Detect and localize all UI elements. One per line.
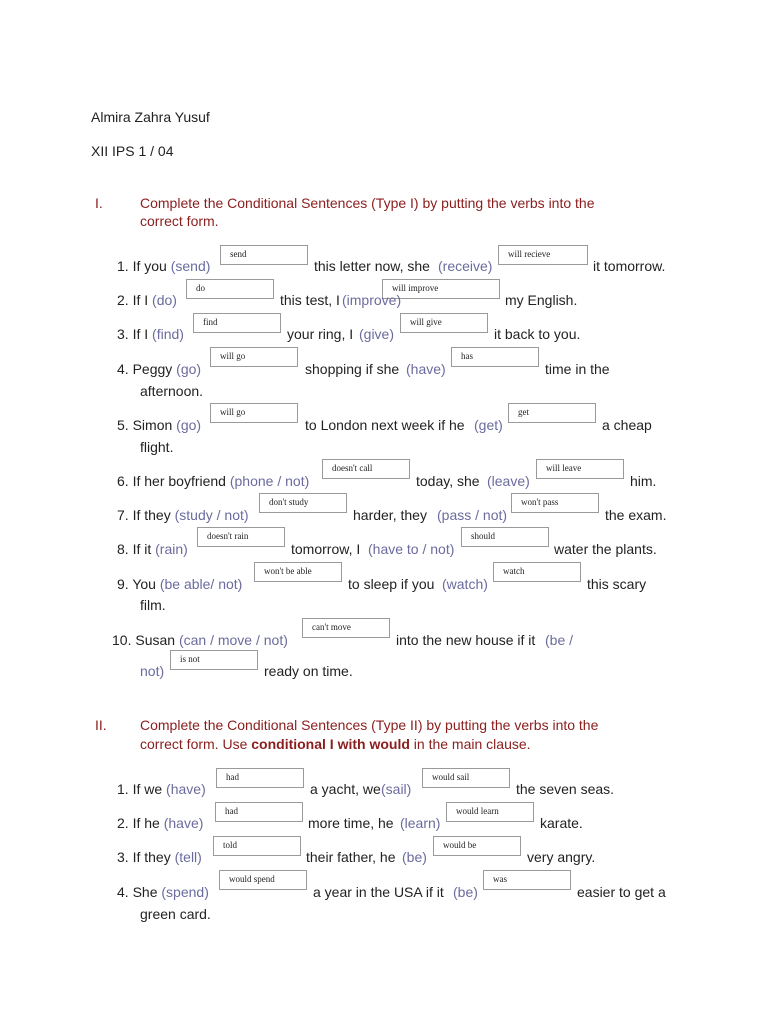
item-text: If you bbox=[132, 258, 171, 274]
item-text: my English. bbox=[505, 292, 578, 308]
item-text: You bbox=[132, 576, 160, 592]
item-text: Peggy bbox=[132, 361, 177, 377]
verb-hint: (get) bbox=[474, 417, 503, 433]
item-text: Simon bbox=[132, 417, 177, 433]
answer-field[interactable]: doesn't rain bbox=[197, 527, 285, 547]
class-info: XII IPS 1 / 04 bbox=[91, 143, 174, 159]
answer-field[interactable]: won't be able bbox=[254, 562, 342, 582]
item-number: 8. bbox=[117, 541, 129, 557]
item-text-continued: flight. bbox=[140, 439, 174, 455]
section1-instruction-line1: Complete the Conditional Sentences (Type I) by putting the verbs into the bbox=[140, 195, 595, 211]
verb-hint: (go) bbox=[176, 361, 202, 377]
answer-field[interactable]: do bbox=[186, 279, 274, 299]
verb-hint: (study / not) bbox=[174, 507, 249, 523]
exercise-item bbox=[112, 631, 288, 649]
answer-field[interactable]: will go bbox=[210, 403, 298, 423]
item-number: 7. bbox=[117, 507, 129, 523]
item-text: a yacht, we bbox=[310, 781, 381, 797]
item-number: 1. bbox=[117, 781, 129, 797]
verb-hint: (have) bbox=[166, 781, 206, 797]
item-text: If her boyfriend bbox=[132, 473, 230, 489]
answer-field[interactable]: had bbox=[215, 802, 303, 822]
answer-field[interactable]: is not bbox=[170, 650, 258, 670]
answer-field[interactable]: can't move bbox=[302, 618, 390, 638]
item-text: more time, he bbox=[308, 815, 394, 831]
item-text: If they bbox=[132, 849, 175, 865]
item-text: their father, he bbox=[306, 849, 396, 865]
answer-field[interactable]: won't pass bbox=[511, 493, 599, 513]
item-text: to sleep if you bbox=[348, 576, 435, 592]
item-text: If we bbox=[132, 781, 167, 797]
item-text: very angry. bbox=[527, 849, 596, 865]
exercise-item bbox=[117, 472, 309, 490]
exercise-item bbox=[117, 814, 203, 832]
verb-hint: (phone / not) bbox=[229, 473, 310, 489]
item-text: this test, I bbox=[280, 292, 340, 308]
item-text: harder, they bbox=[353, 507, 427, 523]
section2-instruction-line1: Complete the Conditional Sentences (Type II) by putting the verbs into the bbox=[140, 717, 599, 733]
item-text: If it bbox=[132, 541, 156, 557]
verb-hint: (have) bbox=[406, 361, 446, 377]
verb-hint: (be) bbox=[402, 849, 427, 865]
exercise-item bbox=[117, 883, 209, 901]
item-text: your ring, I bbox=[287, 326, 354, 342]
verb-hint: (be able/ not) bbox=[159, 576, 243, 592]
verb-hint: (spend) bbox=[161, 884, 209, 900]
item-text: a cheap bbox=[602, 417, 652, 433]
item-text: shopping if she bbox=[305, 361, 400, 377]
answer-field[interactable]: would learn bbox=[446, 802, 534, 822]
exercise-item bbox=[117, 416, 201, 434]
item-text: today, she bbox=[416, 473, 480, 489]
item-text: If I bbox=[132, 326, 153, 342]
item-text: time in the bbox=[545, 361, 610, 377]
answer-field[interactable]: will leave bbox=[536, 459, 624, 479]
exercise-item bbox=[117, 540, 188, 558]
answer-field[interactable]: told bbox=[213, 836, 301, 856]
answer-field[interactable]: has bbox=[451, 347, 539, 367]
item-number: 10. bbox=[112, 632, 132, 648]
verb-hint: (learn) bbox=[400, 815, 441, 831]
item-text: If I bbox=[132, 292, 153, 308]
section2-numeral: II. bbox=[95, 717, 107, 733]
verb-hint: (leave) bbox=[487, 473, 530, 489]
item-number: 3. bbox=[117, 326, 129, 342]
item-text: tomorrow, I bbox=[291, 541, 361, 557]
item-text: water the plants. bbox=[554, 541, 657, 557]
verb-hint: (pass / not) bbox=[437, 507, 508, 523]
answer-field[interactable]: get bbox=[508, 403, 596, 423]
answer-field[interactable]: would spend bbox=[219, 870, 307, 890]
section2-instruction-line2 bbox=[140, 735, 531, 753]
item-text-continued: afternoon. bbox=[140, 383, 204, 399]
verb-hint: (have) bbox=[163, 815, 204, 831]
exercise-item bbox=[117, 780, 206, 798]
exercise-item bbox=[117, 257, 210, 275]
answer-field[interactable]: find bbox=[193, 313, 281, 333]
verb-hint: (tell) bbox=[174, 849, 202, 865]
item-text-continued: green card. bbox=[140, 906, 211, 922]
section1-instruction-line2: correct form. bbox=[140, 213, 219, 229]
verb-hint-continued: not) bbox=[140, 663, 165, 679]
answer-field[interactable]: will recieve bbox=[498, 245, 588, 265]
exercise-item bbox=[117, 291, 177, 309]
exercise-item bbox=[117, 325, 184, 343]
item-text: it tomorrow. bbox=[593, 258, 666, 274]
exercise-item bbox=[117, 506, 249, 524]
instruction-emphasis: conditional I with would bbox=[251, 736, 410, 752]
answer-field[interactable]: should bbox=[461, 527, 549, 547]
verb-hint: (give) bbox=[359, 326, 395, 342]
item-text: If they bbox=[132, 507, 175, 523]
answer-field[interactable]: will improve bbox=[382, 279, 500, 299]
answer-field[interactable]: would sail bbox=[422, 768, 510, 788]
instruction-text: in the main clause. bbox=[409, 736, 531, 752]
item-number: 3. bbox=[117, 849, 129, 865]
item-number: 5. bbox=[117, 417, 129, 433]
exercise-item bbox=[117, 360, 201, 378]
verb-hint: (go) bbox=[176, 417, 202, 433]
answer-field[interactable]: will go bbox=[210, 347, 298, 367]
item-number: 4. bbox=[117, 884, 129, 900]
item-number: 4. bbox=[117, 361, 129, 377]
answer-field[interactable]: would be bbox=[433, 836, 521, 856]
answer-field[interactable]: was bbox=[483, 870, 571, 890]
item-text: a year in the USA if it bbox=[313, 884, 444, 900]
item-text: to London next week if he bbox=[305, 417, 465, 433]
verb-hint: (sail) bbox=[381, 781, 412, 797]
item-number: 2. bbox=[117, 292, 129, 308]
item-text: the seven seas. bbox=[516, 781, 615, 797]
item-text: this scary bbox=[587, 576, 647, 592]
answer-field[interactable]: send bbox=[220, 245, 308, 265]
item-text: Susan bbox=[135, 632, 179, 648]
item-text: it back to you. bbox=[494, 326, 581, 342]
student-name: Almira Zahra Yusuf bbox=[91, 109, 210, 125]
verb-hint: (watch) bbox=[442, 576, 488, 592]
item-text-continued: film. bbox=[140, 597, 166, 613]
exercise-item bbox=[117, 575, 242, 593]
verb-hint: (be / bbox=[545, 632, 574, 648]
item-text: into the new house if it bbox=[396, 632, 536, 648]
item-text: the exam. bbox=[605, 507, 667, 523]
item-text: easier to get a bbox=[577, 884, 666, 900]
instruction-text: correct form. Use bbox=[140, 736, 252, 752]
verb-hint: (can / move / not) bbox=[178, 632, 288, 648]
answer-field[interactable]: doesn't call bbox=[322, 459, 410, 479]
exercise-item bbox=[117, 848, 202, 866]
verb-hint: (send) bbox=[170, 258, 211, 274]
answer-field[interactable]: will give bbox=[400, 313, 488, 333]
answer-field[interactable]: had bbox=[216, 768, 304, 788]
verb-hint: (receive) bbox=[438, 258, 493, 274]
item-number: 9. bbox=[117, 576, 129, 592]
section1-numeral: I. bbox=[95, 195, 103, 211]
item-text: him. bbox=[630, 473, 657, 489]
item-text: If he bbox=[132, 815, 164, 831]
verb-hint: (find) bbox=[152, 326, 184, 342]
verb-hint: (improve) bbox=[342, 292, 402, 308]
item-text: ready on time. bbox=[264, 663, 353, 679]
item-text: this letter now, she bbox=[314, 258, 430, 274]
item-number: 1. bbox=[117, 258, 129, 274]
verb-hint: (be) bbox=[453, 884, 478, 900]
answer-field[interactable]: watch bbox=[493, 562, 581, 582]
answer-field[interactable]: don't study bbox=[259, 493, 347, 513]
verb-hint: (have to / not) bbox=[368, 541, 455, 557]
item-number: 6. bbox=[117, 473, 129, 489]
verb-hint: (do) bbox=[152, 292, 177, 308]
item-number: 2. bbox=[117, 815, 129, 831]
verb-hint: (rain) bbox=[155, 541, 188, 557]
item-text: She bbox=[132, 884, 162, 900]
item-text: karate. bbox=[540, 815, 583, 831]
